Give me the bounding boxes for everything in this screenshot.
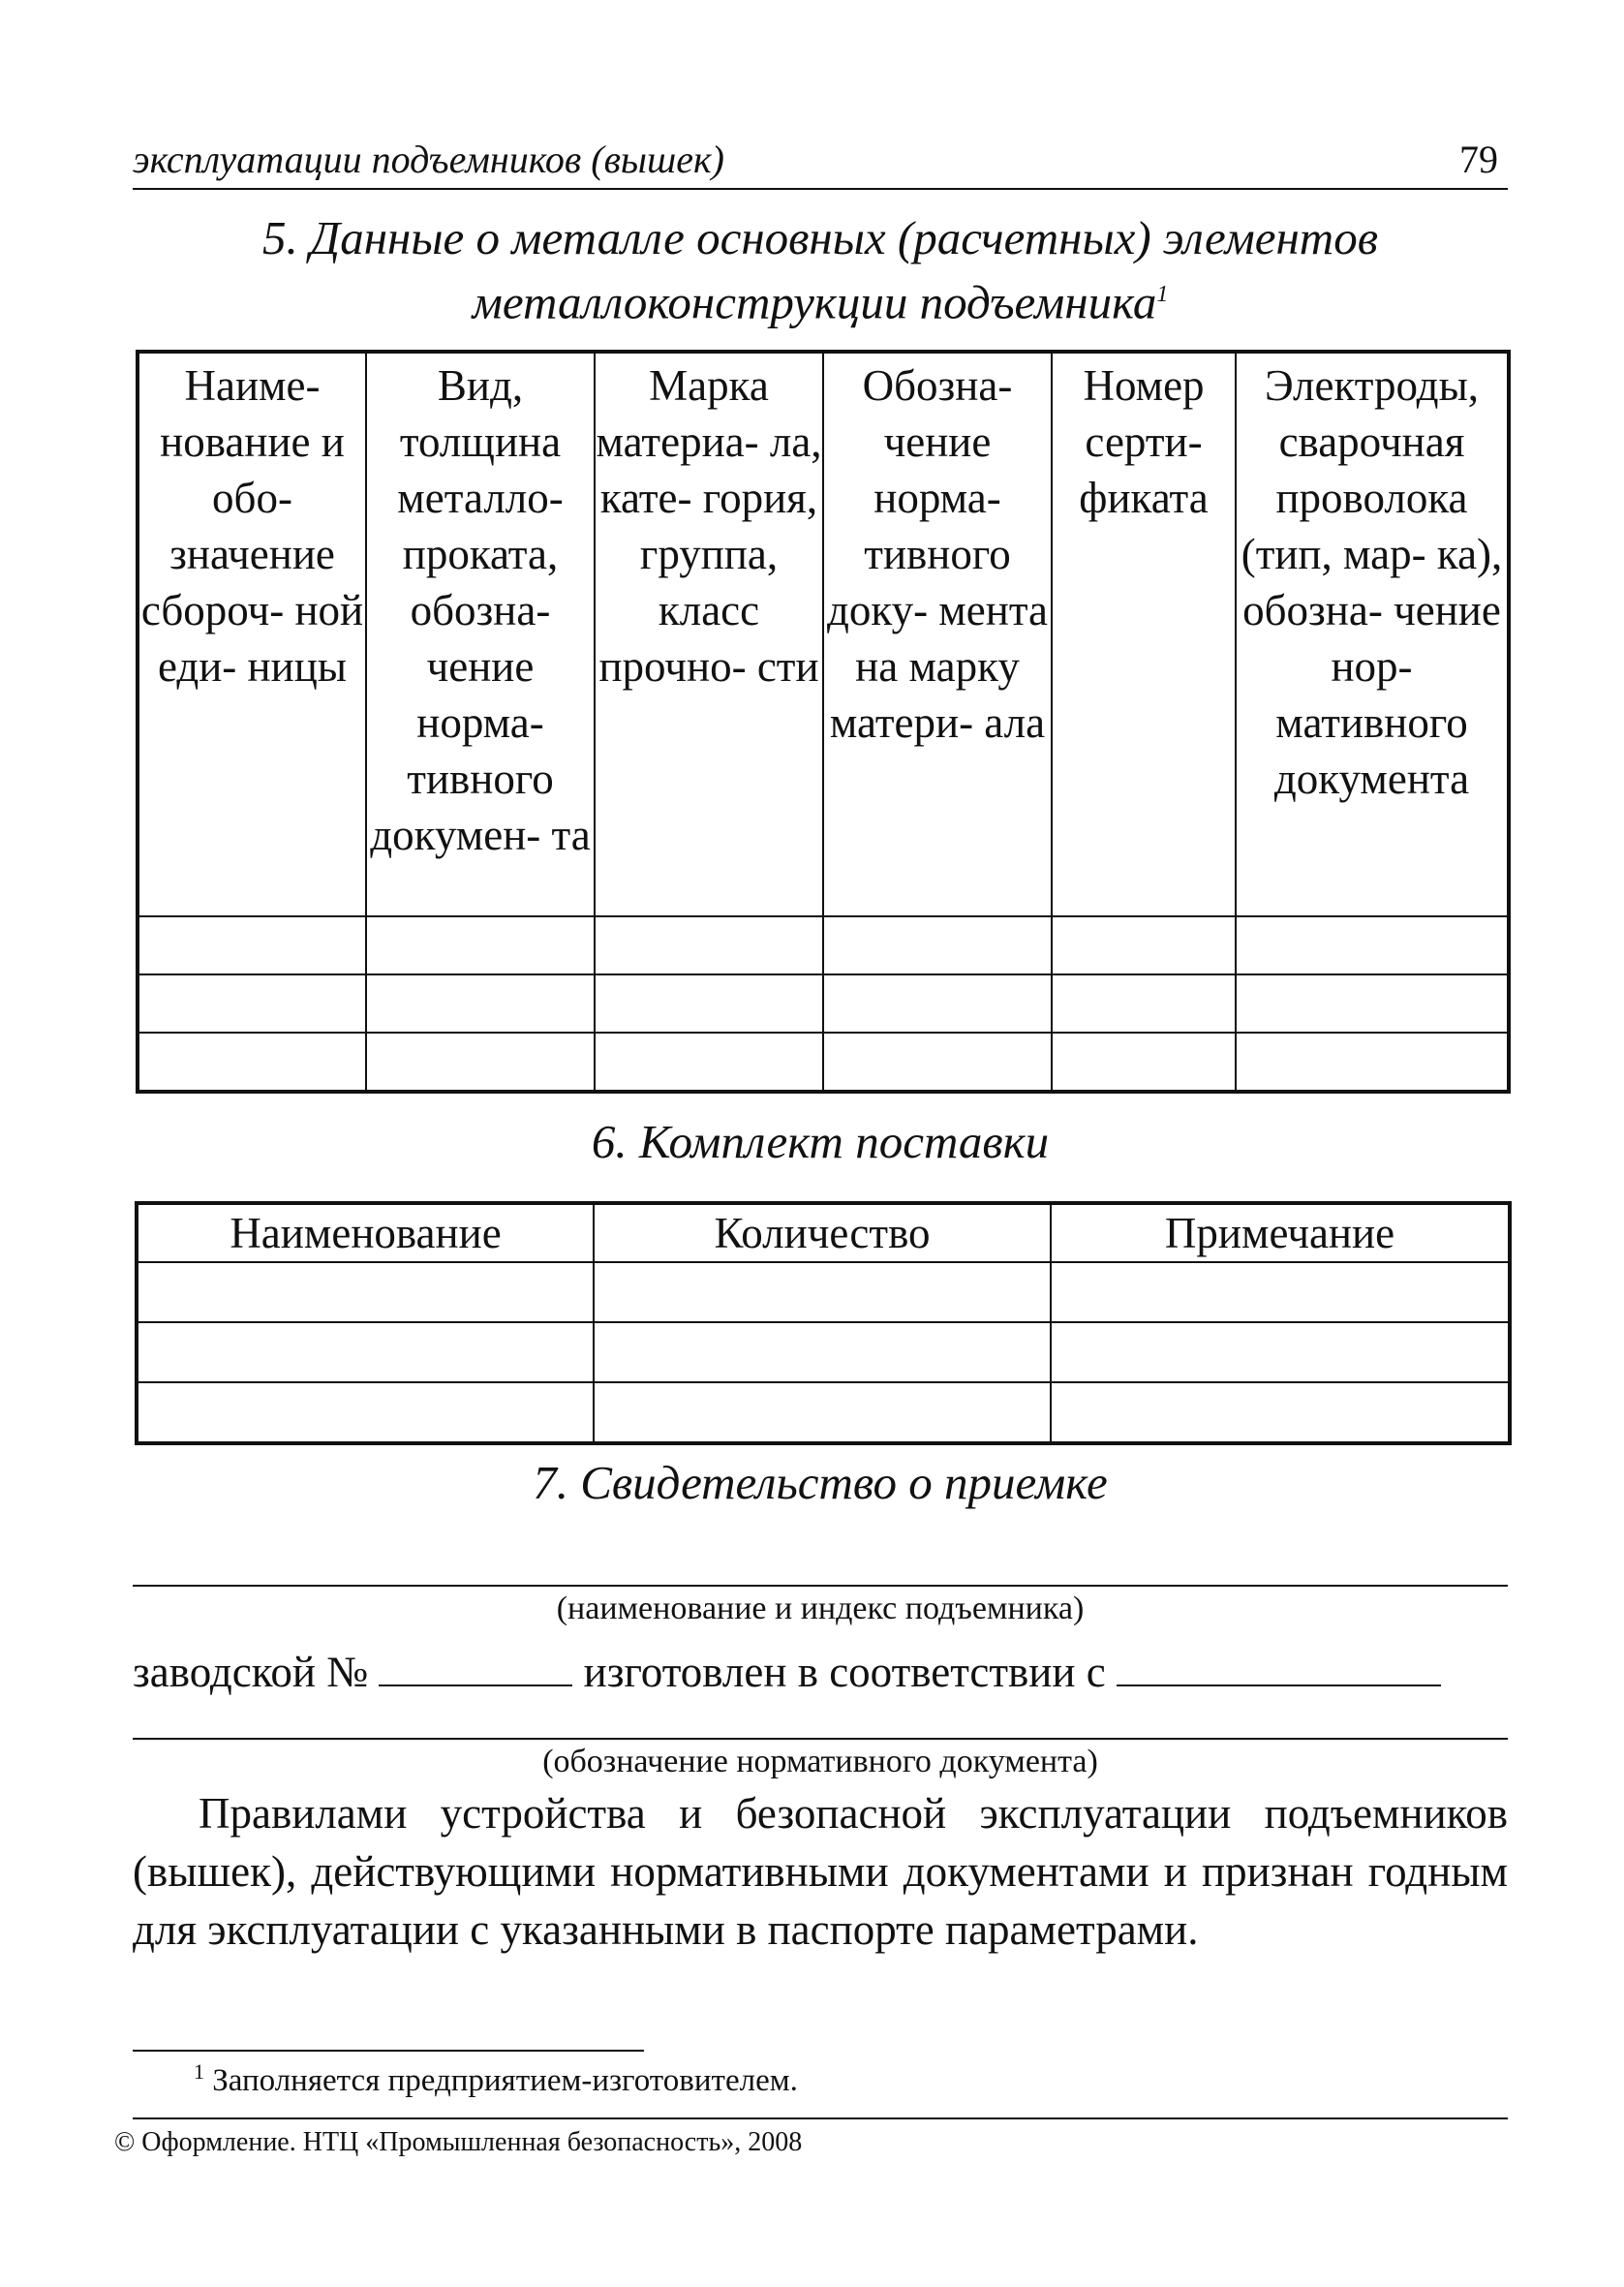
serial-number-field[interactable]	[379, 1648, 572, 1686]
table-cell[interactable]	[595, 974, 823, 1033]
table-cell[interactable]	[594, 1382, 1051, 1443]
bottom-rule	[133, 2117, 1508, 2119]
footnote-text: Заполняется предприятием-изготовителем.	[212, 2063, 798, 2098]
table-row	[137, 1262, 1510, 1322]
normative-doc-line[interactable]	[133, 1738, 1508, 1740]
col-header-name: Наименование	[137, 1203, 594, 1262]
col-header-rolled-metal: Вид, толщина металло- проката, обозна- чение норма- тивного докумен- та	[366, 352, 595, 916]
table-cell[interactable]	[366, 974, 595, 1033]
footnote-mark: 1	[194, 2059, 204, 2084]
table-cell[interactable]	[137, 1262, 594, 1322]
col-header-normative-doc: Обозна- чение норма- тивного доку- мента на марку матери- ала	[823, 352, 1052, 916]
delivery-set-table	[135, 1201, 1512, 1445]
table-cell[interactable]	[1051, 1322, 1510, 1382]
table-cell[interactable]	[1052, 1033, 1236, 1092]
col-header-material-grade: Марка материа- ла, кате- гория, группа, класс прочно- сти	[595, 352, 823, 916]
table-cell[interactable]	[1236, 1033, 1509, 1092]
table-cell[interactable]	[138, 916, 366, 974]
section5-title-line2: металлоконструкции подъемника$^1$	[472, 275, 1169, 329]
table-cell[interactable]	[138, 974, 366, 1033]
normative-doc-caption: (обозначение нормативного документа)	[542, 1744, 1098, 1779]
table-cell[interactable]	[595, 916, 823, 974]
lift-name-line[interactable]	[133, 1585, 1508, 1587]
made-in-accordance-label: изготовлен в соответствии с	[583, 1648, 1106, 1696]
col-header-assembly-unit: Наиме- нование и обо- значение сбороч- ной еди- ницы	[138, 352, 366, 916]
table-cell[interactable]	[823, 916, 1052, 974]
footnote-separator	[133, 2050, 644, 2052]
table-cell[interactable]	[1052, 916, 1236, 974]
table-cell[interactable]	[1051, 1382, 1510, 1443]
table-cell[interactable]	[1051, 1262, 1510, 1322]
serial-label: заводской №	[133, 1648, 369, 1696]
section6-title: 6. Комплект поставки	[591, 1115, 1050, 1168]
col-header-note: Примечание	[1051, 1203, 1510, 1262]
col-header-quantity: Количество	[594, 1203, 1051, 1262]
running-header-title: эксплуатации подъемников (вышек)	[133, 138, 724, 181]
copyright: © Оформление. НТЦ «Промышленная безопасность», 2008	[114, 2127, 803, 2157]
table-cell[interactable]	[366, 1033, 595, 1092]
table-row	[137, 1382, 1510, 1443]
table-cell[interactable]	[594, 1262, 1051, 1322]
acceptance-paragraph: Правилами устройства и безопасной эксплуатации подъемников (вышек), действующими нормативными документами и признан годным для эксплуатации с указанными в паспорте параметрами.	[133, 1789, 1508, 1954]
table-header-row	[138, 352, 1509, 916]
table-cell[interactable]	[1236, 974, 1509, 1033]
table-cell[interactable]	[137, 1322, 594, 1382]
table-cell[interactable]	[1052, 974, 1236, 1033]
running-header	[133, 130, 1508, 190]
table-cell[interactable]	[366, 916, 595, 974]
col-header-electrodes: Электроды, сварочная проволока (тип, мар- ка), обозна- чение нор- мативного документа	[1236, 352, 1509, 916]
table-cell[interactable]	[1236, 916, 1509, 974]
table-header-row	[137, 1203, 1510, 1262]
col-header-certificate: Номер серти- фиката	[1052, 352, 1236, 916]
section5-title-line1: 5. Данные о металле основных (расчетных) элементов	[262, 211, 1378, 264]
footnote-ref: 1	[1156, 282, 1169, 307]
page-number: 79	[1459, 138, 1498, 181]
serial-line	[133, 1647, 1441, 1697]
table-cell[interactable]	[137, 1382, 594, 1443]
footnote	[194, 2059, 798, 2099]
lift-name-caption: (наименование и индекс подъемника)	[556, 1591, 1085, 1626]
normative-ref-field[interactable]	[1117, 1648, 1441, 1686]
table-row	[138, 1033, 1509, 1092]
table-cell[interactable]	[823, 974, 1052, 1033]
metal-data-table	[136, 350, 1511, 1094]
table-row	[138, 974, 1509, 1033]
table-cell[interactable]	[594, 1322, 1051, 1382]
table-row	[137, 1322, 1510, 1382]
table-cell[interactable]	[823, 1033, 1052, 1092]
table-cell[interactable]	[138, 1033, 366, 1092]
table-cell[interactable]	[595, 1033, 823, 1092]
section5-title	[133, 210, 1508, 330]
table-row	[138, 916, 1509, 974]
section7-title: 7. Свидетельство о приемке	[533, 1456, 1108, 1509]
